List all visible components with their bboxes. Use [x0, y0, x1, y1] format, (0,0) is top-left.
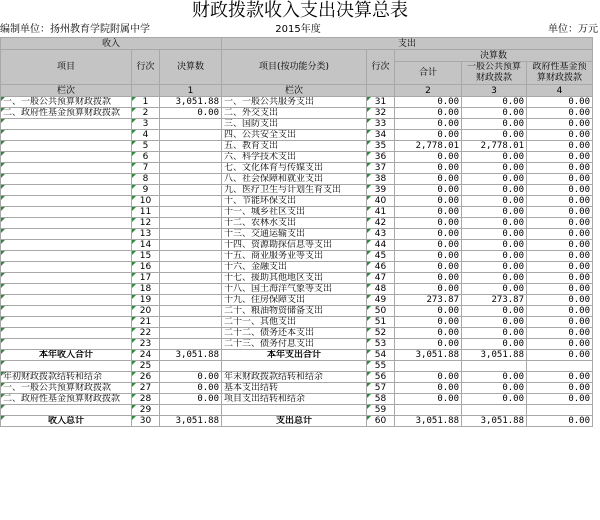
- income-item-cell[interactable]: [1, 185, 132, 196]
- column-label-blank[interactable]: [367, 85, 395, 97]
- income-amount-cell[interactable]: [160, 185, 222, 196]
- total-amount-cell[interactable]: 0.00: [395, 130, 462, 141]
- fund-budget-cell[interactable]: 0.00: [527, 196, 593, 207]
- general-budget-header[interactable]: 一般公共预算财政拨款: [462, 62, 527, 85]
- expense-item-cell[interactable]: 二、外交支出: [222, 108, 367, 119]
- expense-item-cell[interactable]: [222, 405, 367, 416]
- fund-budget-cell[interactable]: 0.00: [527, 317, 593, 328]
- fund-budget-cell[interactable]: 0.00: [527, 339, 593, 350]
- table-row: [1, 306, 593, 317]
- income-row-no-cell[interactable]: 5: [132, 141, 160, 152]
- expense-row-no-cell[interactable]: 51: [367, 317, 395, 328]
- table-row: [1, 383, 593, 394]
- income-item-cell[interactable]: [1, 273, 132, 284]
- general-budget-cell[interactable]: 0.00: [462, 317, 527, 328]
- expense-row-no-cell[interactable]: 35: [367, 141, 395, 152]
- income-amount-cell[interactable]: [160, 119, 222, 130]
- income-item-cell[interactable]: [1, 339, 132, 350]
- general-budget-cell[interactable]: 0.00: [462, 306, 527, 317]
- general-budget-cell[interactable]: 0.00: [462, 218, 527, 229]
- income-row-no-cell[interactable]: 11: [132, 207, 160, 218]
- column-number-3[interactable]: 3: [462, 85, 527, 97]
- expense-row-no-cell[interactable]: 44: [367, 240, 395, 251]
- total-amount-cell[interactable]: 0.00: [395, 119, 462, 130]
- income-amount-cell[interactable]: [160, 240, 222, 251]
- expense-item-cell[interactable]: 十六、金融支出: [222, 262, 367, 273]
- expense-item-cell[interactable]: 项目支出结转和结余: [222, 394, 367, 405]
- expense-row-no-cell[interactable]: 57: [367, 383, 395, 394]
- total-amount-cell[interactable]: 0.00: [395, 328, 462, 339]
- expense-item-cell[interactable]: 九、医疗卫生与计划生育支出: [222, 185, 367, 196]
- expense-row-no-cell[interactable]: 32: [367, 108, 395, 119]
- general-budget-cell[interactable]: 0.00: [462, 251, 527, 262]
- income-item-cell[interactable]: [1, 229, 132, 240]
- income-row-no-cell[interactable]: 14: [132, 240, 160, 251]
- income-amount-cell[interactable]: 0.00: [160, 394, 222, 405]
- expense-row-no-cell[interactable]: 55: [367, 361, 395, 372]
- expense-row-no-cell[interactable]: 42: [367, 218, 395, 229]
- income-row-no-cell[interactable]: 23: [132, 339, 160, 350]
- org-label: 编制单位：扬州教育学院附属中学: [0, 24, 150, 35]
- income-header[interactable]: 收入: [1, 38, 222, 50]
- total-amount-cell[interactable]: 0.00: [395, 174, 462, 185]
- expense-row-no-cell[interactable]: 47: [367, 273, 395, 284]
- fund-budget-cell[interactable]: 0.00: [527, 284, 593, 295]
- income-amount-cell[interactable]: [160, 405, 222, 416]
- total-amount-cell[interactable]: 0.00: [395, 339, 462, 350]
- fund-budget-cell[interactable]: 0.00: [527, 350, 593, 361]
- expense-row-no-cell[interactable]: 34: [367, 130, 395, 141]
- table-row: [1, 339, 593, 350]
- expense-item-cell[interactable]: 本年支出合计: [222, 350, 367, 361]
- total-amount-cell[interactable]: 0.00: [395, 306, 462, 317]
- total-amount-cell[interactable]: 0.00: [395, 284, 462, 295]
- table-row: [1, 394, 593, 405]
- expense-row-no-cell[interactable]: 54: [367, 350, 395, 361]
- table-row: [1, 273, 593, 284]
- year-label: 2015年度: [275, 24, 321, 35]
- general-budget-cell[interactable]: 0.00: [462, 284, 527, 295]
- income-item-cell[interactable]: [1, 152, 132, 163]
- fund-budget-cell[interactable]: 0.00: [527, 394, 593, 405]
- table-row: [1, 372, 593, 383]
- expense-item-cell[interactable]: [222, 361, 367, 372]
- total-amount-cell[interactable]: 0.00: [395, 229, 462, 240]
- expense-row-no-cell[interactable]: 53: [367, 339, 395, 350]
- total-header[interactable]: 合计: [395, 62, 462, 85]
- general-budget-cell[interactable]: 0.00: [462, 394, 527, 405]
- final-amount-header[interactable]: 决算数: [160, 50, 222, 85]
- income-row-no-cell[interactable]: 6: [132, 152, 160, 163]
- fund-budget-cell[interactable]: 0.00: [527, 174, 593, 185]
- income-amount-cell[interactable]: [160, 174, 222, 185]
- income-amount-cell[interactable]: [160, 361, 222, 372]
- income-item-cell[interactable]: [1, 284, 132, 295]
- fund-budget-cell[interactable]: 0.00: [527, 185, 593, 196]
- income-item-cell[interactable]: 本年收入合计: [1, 350, 132, 361]
- income-row-no-cell[interactable]: 21: [132, 317, 160, 328]
- expense-item-cell[interactable]: 基本支出结转: [222, 383, 367, 394]
- fund-budget-cell[interactable]: 0.00: [527, 372, 593, 383]
- column-number-1[interactable]: 1: [160, 85, 222, 97]
- income-amount-cell[interactable]: [160, 229, 222, 240]
- general-budget-cell[interactable]: 2,778.01: [462, 141, 527, 152]
- fund-budget-cell[interactable]: 0.00: [527, 295, 593, 306]
- table-row: [1, 317, 593, 328]
- expense-item-cell[interactable]: 十七、援助其他地区支出: [222, 273, 367, 284]
- table-row: [1, 152, 593, 163]
- fund-budget-cell[interactable]: 0.00: [527, 141, 593, 152]
- expense-item-cell[interactable]: 三、国防支出: [222, 119, 367, 130]
- income-item-cell[interactable]: [1, 405, 132, 416]
- unit-label: 单位：万元: [548, 24, 598, 35]
- expense-item-cell[interactable]: 六、科学技术支出: [222, 152, 367, 163]
- income-item-cell[interactable]: [1, 306, 132, 317]
- income-row-no-cell[interactable]: 2: [132, 108, 160, 119]
- expense-row-no-cell[interactable]: 36: [367, 152, 395, 163]
- income-amount-cell[interactable]: 0.00: [160, 383, 222, 394]
- total-amount-cell[interactable]: 0.00: [395, 372, 462, 383]
- income-amount-cell[interactable]: [160, 328, 222, 339]
- general-budget-cell[interactable]: 3,051.88: [462, 350, 527, 361]
- income-row-no-cell[interactable]: 4: [132, 130, 160, 141]
- income-item-cell[interactable]: [1, 361, 132, 372]
- general-budget-cell[interactable]: 0.00: [462, 328, 527, 339]
- income-item-cell[interactable]: [1, 119, 132, 130]
- fund-budget-cell[interactable]: 0.00: [527, 383, 593, 394]
- fund-budget-cell[interactable]: [527, 405, 593, 416]
- income-amount-cell[interactable]: [160, 207, 222, 218]
- income-amount-cell[interactable]: [160, 218, 222, 229]
- income-item-cell[interactable]: [1, 207, 132, 218]
- general-budget-cell[interactable]: 0.00: [462, 207, 527, 218]
- general-budget-cell[interactable]: 0.00: [462, 108, 527, 119]
- income-row-no-cell[interactable]: 19: [132, 295, 160, 306]
- total-amount-cell[interactable]: 0.00: [395, 317, 462, 328]
- income-item-cell[interactable]: [1, 130, 132, 141]
- total-amount-cell[interactable]: 3,051.88: [395, 416, 462, 427]
- general-budget-cell[interactable]: 0.00: [462, 196, 527, 207]
- income-amount-cell[interactable]: [160, 251, 222, 262]
- expense-item-cell[interactable]: 五、教育支出: [222, 141, 367, 152]
- table-row: [1, 174, 593, 185]
- page-title: 财政拨款收入支出决算总表: [192, 0, 408, 21]
- total-amount-cell[interactable]: 0.00: [395, 273, 462, 284]
- income-amount-cell[interactable]: [160, 262, 222, 273]
- expense-item-cell[interactable]: 八、社会保障和就业支出: [222, 174, 367, 185]
- expense-row-no-cell[interactable]: 33: [367, 119, 395, 130]
- expense-row-no-cell[interactable]: 40: [367, 196, 395, 207]
- column-label-cell[interactable]: 栏次: [1, 85, 132, 97]
- expense-row-no-cell[interactable]: 50: [367, 306, 395, 317]
- column-label-blank[interactable]: [132, 85, 160, 97]
- fund-budget-cell[interactable]: 0.00: [527, 119, 593, 130]
- income-item-cell[interactable]: [1, 141, 132, 152]
- total-amount-cell[interactable]: 0.00: [395, 196, 462, 207]
- total-amount-cell[interactable]: 0.00: [395, 163, 462, 174]
- table-row: [1, 207, 593, 218]
- table-row: [1, 262, 593, 273]
- income-item-cell[interactable]: [1, 163, 132, 174]
- expense-row-no-cell[interactable]: 46: [367, 262, 395, 273]
- income-item-cell[interactable]: [1, 251, 132, 262]
- expense-item-cell[interactable]: 十九、住房保障支出: [222, 295, 367, 306]
- expense-row-no-cell[interactable]: 41: [367, 207, 395, 218]
- expense-row-no-cell[interactable]: 48: [367, 284, 395, 295]
- fund-budget-cell[interactable]: 0.00: [527, 306, 593, 317]
- total-amount-cell[interactable]: 0.00: [395, 185, 462, 196]
- income-row-no-cell[interactable]: 30: [132, 416, 160, 427]
- general-budget-cell[interactable]: 0.00: [462, 130, 527, 141]
- income-row-no-cell[interactable]: 18: [132, 284, 160, 295]
- income-row-no-cell[interactable]: 20: [132, 306, 160, 317]
- total-amount-cell[interactable]: 0.00: [395, 240, 462, 251]
- income-amount-cell[interactable]: [160, 273, 222, 284]
- expense-item-cell[interactable]: 二十二、债务还本支出: [222, 328, 367, 339]
- income-item-cell[interactable]: 年初财政拨款结转和结余: [1, 372, 132, 383]
- general-budget-cell[interactable]: 273.87: [462, 295, 527, 306]
- general-budget-cell[interactable]: 0.00: [462, 152, 527, 163]
- fund-budget-cell[interactable]: 0.00: [527, 328, 593, 339]
- total-amount-cell[interactable]: 0.00: [395, 97, 462, 108]
- income-amount-cell[interactable]: [160, 130, 222, 141]
- total-amount-cell[interactable]: 0.00: [395, 152, 462, 163]
- fund-budget-cell[interactable]: 0.00: [527, 262, 593, 273]
- column-label-cell[interactable]: 栏次: [222, 85, 367, 97]
- final-amount-group-header[interactable]: 决算数: [395, 50, 593, 62]
- expense-item-cell[interactable]: 十五、商业服务业等支出: [222, 251, 367, 262]
- table-row: [1, 163, 593, 174]
- income-item-cell[interactable]: 一、一般公共预算财政拨款: [1, 97, 132, 108]
- total-amount-cell[interactable]: 0.00: [395, 108, 462, 119]
- expense-row-no-cell[interactable]: 31: [367, 97, 395, 108]
- table-row: [1, 218, 593, 229]
- table-row: [1, 295, 593, 306]
- income-amount-cell[interactable]: [160, 295, 222, 306]
- general-budget-cell[interactable]: 0.00: [462, 185, 527, 196]
- expense-item-header[interactable]: 项目(按功能分类): [222, 50, 367, 85]
- income-row-no-cell[interactable]: 10: [132, 196, 160, 207]
- income-row-no-cell[interactable]: 29: [132, 405, 160, 416]
- general-budget-cell[interactable]: 0.00: [462, 240, 527, 251]
- fund-budget-cell[interactable]: 0.00: [527, 240, 593, 251]
- income-item-cell[interactable]: [1, 218, 132, 229]
- table-row: [1, 350, 593, 361]
- expense-item-cell[interactable]: 支出总计: [222, 416, 367, 427]
- income-amount-cell[interactable]: [160, 284, 222, 295]
- expense-row-no-cell[interactable]: 56: [367, 372, 395, 383]
- expense-row-no-cell[interactable]: 45: [367, 251, 395, 262]
- income-amount-cell[interactable]: [160, 339, 222, 350]
- fund-budget-cell[interactable]: 0.00: [527, 108, 593, 119]
- item-header[interactable]: 项目: [1, 50, 132, 85]
- income-row-no-cell[interactable]: 17: [132, 273, 160, 284]
- expense-item-cell[interactable]: 二十三、债务付息支出: [222, 339, 367, 350]
- expense-item-cell[interactable]: 十二、农林水支出: [222, 218, 367, 229]
- expense-row-no-cell[interactable]: 49: [367, 295, 395, 306]
- income-row-no-cell[interactable]: 25: [132, 361, 160, 372]
- fund-budget-cell[interactable]: 0.00: [527, 251, 593, 262]
- expense-row-no-cell[interactable]: 59: [367, 405, 395, 416]
- income-amount-cell[interactable]: [160, 163, 222, 174]
- fund-budget-cell[interactable]: 0.00: [527, 416, 593, 427]
- income-item-cell[interactable]: 一、一般公共预算财政拨款: [1, 383, 132, 394]
- total-amount-cell[interactable]: 0.00: [395, 262, 462, 273]
- income-row-no-cell[interactable]: 8: [132, 174, 160, 185]
- income-item-cell[interactable]: 二、政府性基金预算财政拨款: [1, 108, 132, 119]
- income-row-no-cell[interactable]: 1: [132, 97, 160, 108]
- income-row-no-cell[interactable]: 24: [132, 350, 160, 361]
- general-budget-cell[interactable]: 0.00: [462, 97, 527, 108]
- income-item-cell[interactable]: [1, 295, 132, 306]
- income-amount-cell[interactable]: 0.00: [160, 372, 222, 383]
- income-row-no-cell[interactable]: 16: [132, 262, 160, 273]
- income-item-cell[interactable]: [1, 317, 132, 328]
- fund-budget-cell[interactable]: 0.00: [527, 163, 593, 174]
- income-item-cell[interactable]: [1, 240, 132, 251]
- expense-item-cell[interactable]: 十三、交通运输支出: [222, 229, 367, 240]
- table-row: [1, 196, 593, 207]
- income-amount-cell[interactable]: [160, 141, 222, 152]
- expense-item-cell[interactable]: 四、公共安全支出: [222, 130, 367, 141]
- total-amount-cell[interactable]: 2,778.01: [395, 141, 462, 152]
- table-row: [1, 141, 593, 152]
- income-row-no-cell[interactable]: 15: [132, 251, 160, 262]
- total-amount-cell[interactable]: 0.00: [395, 218, 462, 229]
- total-amount-cell[interactable]: 0.00: [395, 251, 462, 262]
- general-budget-cell[interactable]: 0.00: [462, 229, 527, 240]
- table-row: [1, 361, 593, 372]
- expense-row-no-cell[interactable]: 58: [367, 394, 395, 405]
- table-row: [1, 405, 593, 416]
- total-amount-cell[interactable]: 3,051.88: [395, 350, 462, 361]
- row-no-header[interactable]: 行次: [132, 50, 160, 85]
- income-item-cell[interactable]: 二、政府性基金预算财政拨款: [1, 394, 132, 405]
- income-amount-cell[interactable]: [160, 196, 222, 207]
- expense-row-no-cell[interactable]: 43: [367, 229, 395, 240]
- fund-budget-cell[interactable]: 0.00: [527, 130, 593, 141]
- income-item-cell[interactable]: [1, 328, 132, 339]
- income-amount-cell[interactable]: 3,051.88: [160, 97, 222, 108]
- expense-item-cell[interactable]: 十、节能环保支出: [222, 196, 367, 207]
- income-amount-cell[interactable]: [160, 306, 222, 317]
- general-budget-cell[interactable]: 0.00: [462, 119, 527, 130]
- income-row-no-cell[interactable]: 7: [132, 163, 160, 174]
- general-budget-cell[interactable]: [462, 405, 527, 416]
- expense-item-cell[interactable]: 二十、粮油物资储备支出: [222, 306, 367, 317]
- fund-budget-cell[interactable]: 0.00: [527, 152, 593, 163]
- column-number-2[interactable]: 2: [395, 85, 462, 97]
- income-row-no-cell[interactable]: 22: [132, 328, 160, 339]
- table-row: [1, 97, 593, 108]
- expense-item-cell[interactable]: 一、一般公共服务支出: [222, 97, 367, 108]
- income-item-cell[interactable]: 收入总计: [1, 416, 132, 427]
- expense-item-cell[interactable]: 十一、城乡社区支出: [222, 207, 367, 218]
- general-budget-cell[interactable]: 0.00: [462, 262, 527, 273]
- fund-budget-cell[interactable]: 0.00: [527, 273, 593, 284]
- income-row-no-cell[interactable]: 27: [132, 383, 160, 394]
- expense-item-cell[interactable]: 十八、国土海洋气象等支出: [222, 284, 367, 295]
- expense-row-no-cell[interactable]: 60: [367, 416, 395, 427]
- table-row: [1, 119, 593, 130]
- expense-item-cell[interactable]: 十四、资源勘探信息等支出: [222, 240, 367, 251]
- income-amount-cell[interactable]: 0.00: [160, 108, 222, 119]
- general-budget-cell[interactable]: 0.00: [462, 383, 527, 394]
- column-number-4[interactable]: 4: [527, 85, 593, 97]
- table-row: [1, 130, 593, 141]
- expense-row-no-cell[interactable]: 37: [367, 163, 395, 174]
- income-row-no-cell[interactable]: 12: [132, 218, 160, 229]
- total-amount-cell[interactable]: 0.00: [395, 383, 462, 394]
- total-amount-cell[interactable]: [395, 405, 462, 416]
- table-row: [1, 251, 593, 262]
- fund-budget-cell[interactable]: 0.00: [527, 207, 593, 218]
- table-row: [1, 416, 593, 427]
- income-row-no-cell[interactable]: 26: [132, 372, 160, 383]
- fund-budget-header[interactable]: 政府性基金预算财政拨款: [527, 62, 593, 85]
- income-row-no-cell[interactable]: 13: [132, 229, 160, 240]
- table-row: [1, 328, 593, 339]
- income-amount-cell[interactable]: [160, 317, 222, 328]
- income-amount-cell[interactable]: 3,051.88: [160, 416, 222, 427]
- expense-item-cell[interactable]: 七、文化体育与传媒支出: [222, 163, 367, 174]
- income-amount-cell[interactable]: [160, 152, 222, 163]
- income-item-cell[interactable]: [1, 196, 132, 207]
- table-row: [1, 240, 593, 251]
- general-budget-cell[interactable]: 0.00: [462, 163, 527, 174]
- income-amount-cell[interactable]: 3,051.88: [160, 350, 222, 361]
- fund-budget-cell[interactable]: 0.00: [527, 229, 593, 240]
- expense-row-no-header[interactable]: 行次: [367, 50, 395, 85]
- general-budget-cell[interactable]: [462, 361, 527, 372]
- expense-item-cell[interactable]: 二十一、其他支出: [222, 317, 367, 328]
- total-amount-cell[interactable]: [395, 361, 462, 372]
- income-row-no-cell[interactable]: 9: [132, 185, 160, 196]
- expense-item-cell[interactable]: 年末财政拨款结转和结余: [222, 372, 367, 383]
- total-amount-cell[interactable]: 0.00: [395, 207, 462, 218]
- income-item-cell[interactable]: [1, 262, 132, 273]
- budget-table: [0, 37, 593, 427]
- expense-row-no-cell[interactable]: 52: [367, 328, 395, 339]
- total-amount-cell[interactable]: 273.87: [395, 295, 462, 306]
- general-budget-cell[interactable]: 0.00: [462, 273, 527, 284]
- expense-row-no-cell[interactable]: 39: [367, 185, 395, 196]
- general-budget-cell[interactable]: 3,051.88: [462, 416, 527, 427]
- income-row-no-cell[interactable]: 3: [132, 119, 160, 130]
- general-budget-cell[interactable]: 0.00: [462, 372, 527, 383]
- table-row: [1, 185, 593, 196]
- fund-budget-cell[interactable]: 0.00: [527, 97, 593, 108]
- total-amount-cell[interactable]: 0.00: [395, 394, 462, 405]
- table-row: [1, 284, 593, 295]
- general-budget-cell[interactable]: 0.00: [462, 339, 527, 350]
- income-item-cell[interactable]: [1, 174, 132, 185]
- expense-row-no-cell[interactable]: 38: [367, 174, 395, 185]
- income-row-no-cell[interactable]: 28: [132, 394, 160, 405]
- table-row: [1, 108, 593, 119]
- table-row: [1, 229, 593, 240]
- general-budget-cell[interactable]: 0.00: [462, 174, 527, 185]
- fund-budget-cell[interactable]: [527, 361, 593, 372]
- expense-header[interactable]: 支出: [222, 38, 593, 50]
- fund-budget-cell[interactable]: 0.00: [527, 218, 593, 229]
